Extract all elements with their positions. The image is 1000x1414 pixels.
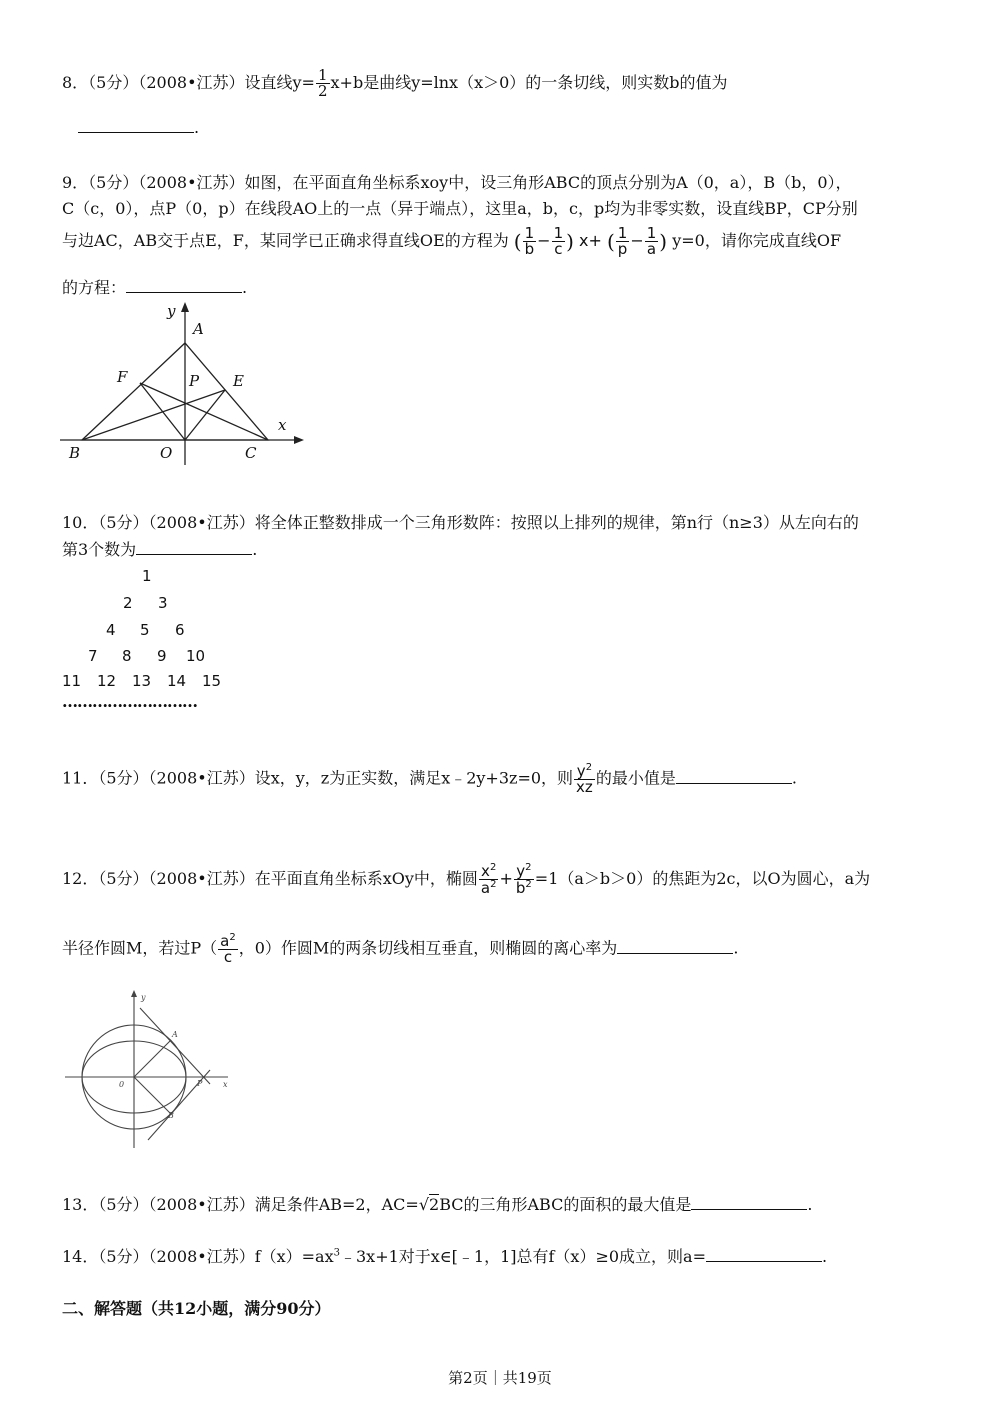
q12-line-2: 半径作圆M，若过P（ $\frac{a^2}{c}$ ，0）作圆M的两条切线相互垂直，则椭圆的离心率为 . xyxy=(62,932,739,966)
q8-answer-line: . xyxy=(78,118,199,137)
tri-num: 12 xyxy=(97,672,117,690)
label-p: P xyxy=(189,372,200,390)
tri-num: 11 xyxy=(62,672,82,690)
radius-ob xyxy=(134,1077,171,1114)
answer-blank xyxy=(136,540,252,555)
continuation-dots: ……………………… xyxy=(62,692,197,711)
tri-num: 15 xyxy=(202,672,222,690)
q9-triangle-figure xyxy=(60,300,310,470)
q12-line-1: 12．（5分）（2008•江苏）在平面直角坐标系xOy中，椭圆 $\frac{x^2}{a^2}$ + $\frac{y^2}{b^2}$ =1（a＞b＞0）的焦距为2c，以O为圆心，a为 xyxy=(62,862,871,897)
line-bp xyxy=(82,390,225,440)
tri-num: 6 xyxy=(175,621,185,639)
question-11: 11．（5分）（2008•江苏）设x，y，z为正实数，满足x﹣2y+3z=0，则 $\frac{y^2}{xz}$ 的最小值是 . xyxy=(62,762,797,796)
radius-oa xyxy=(134,1040,171,1077)
label-x: x xyxy=(278,416,287,434)
q11-fraction: $\frac{y^2}{xz}$ xyxy=(576,762,593,796)
question-14: 14．（5分）（2008•江苏）$f(x)=ax^3﹣3x+1$对于x∈[﹣1，1]总有f（x）≥0成立，则a= . xyxy=(62,1247,828,1266)
tri-num: 4 xyxy=(106,621,116,639)
tri-num: 13 xyxy=(132,672,152,690)
y-arrow xyxy=(181,302,189,312)
tri-num: 9 xyxy=(157,647,167,665)
q12-ellipse-figure xyxy=(60,988,240,1150)
q9-frac-1a: $\frac{1}{a}$ xyxy=(646,224,657,258)
label-c: C xyxy=(245,444,257,462)
q9-frac-1c: $\frac{1}{c}$ xyxy=(553,224,564,258)
tri-num: 3 xyxy=(158,594,168,612)
answer-blank xyxy=(691,1195,807,1210)
sqrt-symbol: √ xyxy=(418,1195,430,1214)
tri-num: 7 xyxy=(88,647,98,665)
tri-num: 1 xyxy=(142,567,152,585)
label-a: A xyxy=(172,1030,178,1039)
q12-frac-y: $\frac{y^2}{b^2}$ xyxy=(515,862,532,897)
line-cp xyxy=(140,383,268,440)
tri-num: 14 xyxy=(167,672,187,690)
q9-line-4: 的方程： . xyxy=(62,278,248,297)
question-13: 13．（5分）（2008•江苏）满足条件AB=2，AC=√2BC的三角形ABC的面积的最大值是 . xyxy=(62,1195,813,1214)
tangent-1 xyxy=(140,1008,210,1084)
tri-num: 2 xyxy=(123,594,133,612)
q12-frac-x: $\frac{x^2}{a^2}$ xyxy=(480,862,497,897)
label-o: O xyxy=(160,444,173,462)
q10-line-2: 第3个数为 . xyxy=(62,540,258,559)
q8-fraction: $\frac{1}{2}$ xyxy=(317,66,328,100)
label-e: E xyxy=(233,372,244,390)
q8-text-a: 8．（5分）（2008•江苏）设直线y= xyxy=(62,73,315,92)
x-arrow xyxy=(294,436,304,444)
q12-frac-p: $\frac{a^2}{c}$ xyxy=(220,932,236,966)
label-p: P xyxy=(197,1079,203,1088)
label-y: y xyxy=(167,302,176,320)
triangle-abc xyxy=(82,343,268,440)
page-footer: 第2页｜共19页 xyxy=(448,1369,552,1387)
answer-blank xyxy=(126,278,242,293)
label-b: B xyxy=(69,444,81,462)
line-of xyxy=(140,383,185,440)
q10-line-1: 10．（5分）（2008•江苏）将全体正整数排成一个三角形数阵：按照以上排列的规律，第n行（n≥3）从左向右的 xyxy=(62,513,859,532)
tri-num: 10 xyxy=(186,647,206,665)
label-f: F xyxy=(117,368,128,386)
q9-line-3: 与边AC，AB交于点E，F，某同学已正确求得直线OE的方程为 ( $\frac{1}{b}$ − $\frac{1}{c}$ ) x+ ( $\frac{1}{p}$ − $\frac{1}{a}$ ) y=0，请你完成直线OF xyxy=(62,224,842,258)
label-y: y xyxy=(141,993,146,1002)
answer-blank xyxy=(78,118,194,133)
section-heading: 二、解答题（共12小题，满分90分） xyxy=(62,1299,331,1318)
q9-frac-1p: $\frac{1}{p}$ xyxy=(617,224,628,258)
label-o: 0 xyxy=(119,1080,125,1089)
tri-num: 5 xyxy=(140,621,150,639)
tri-num: 8 xyxy=(122,647,132,665)
q8-text-b: x+b是曲线y=lnx（x＞0）的一条切线，则实数b的值为 xyxy=(330,73,728,92)
answer-blank xyxy=(706,1247,822,1262)
q9-line-1: 9．（5分）（2008•江苏）如图，在平面直角坐标系xoy中，设三角形ABC的顶点分别为A（0，a），B（b，0）， xyxy=(62,173,852,192)
question-8 xyxy=(62,68,728,99)
q9-line-2: C（c，0），点P（0，p）在线段AO上的一点（异于端点），这里a，b，c，p均为非零实数，设直线BP，CP分别 xyxy=(62,199,858,218)
label-b: B xyxy=(168,1111,174,1120)
answer-blank xyxy=(676,769,792,784)
q9-frac-1b: $\frac{1}{b}$ xyxy=(524,224,535,258)
label-a: A xyxy=(193,320,204,338)
y-arrow xyxy=(131,990,137,997)
answer-blank xyxy=(617,939,733,954)
label-x: x xyxy=(223,1080,228,1089)
